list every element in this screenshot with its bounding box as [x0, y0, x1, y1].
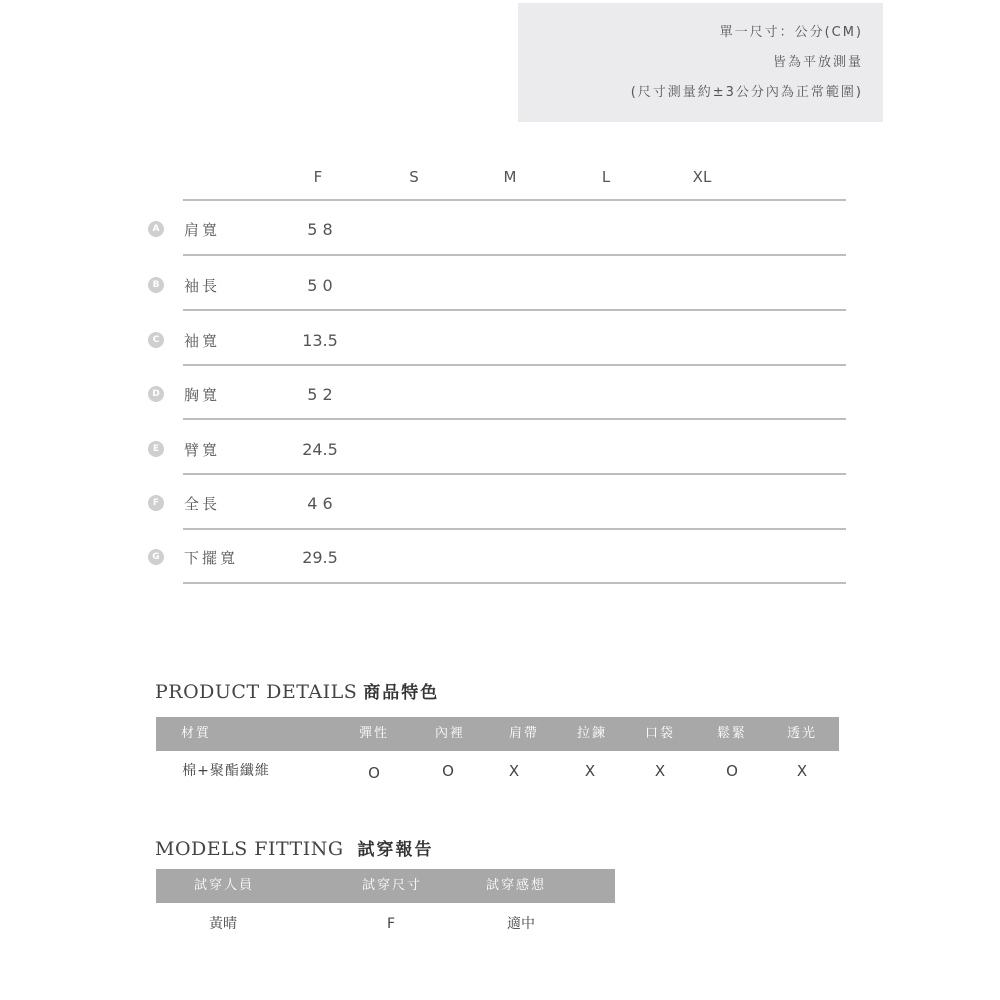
table-divider — [183, 473, 846, 475]
value-zipper: X — [584, 762, 596, 780]
size-row-hem — [0, 546, 1000, 570]
header-lining: 內裡 — [434, 726, 465, 741]
value-lining: O — [442, 762, 454, 780]
table-divider — [183, 254, 846, 256]
table-divider — [183, 582, 846, 584]
row-value-f: 5 0 — [307, 276, 333, 295]
size-row-length — [0, 492, 1000, 516]
size-row-shoulder — [0, 218, 1000, 242]
row-value-f: 13.5 — [302, 331, 338, 350]
row-label: 下擺寬 — [184, 549, 239, 567]
product-details-title-en: PRODUCT DETAILS — [155, 681, 358, 703]
models-fitting-header-bar — [156, 869, 615, 903]
marker-a-icon: A — [148, 221, 164, 237]
header-strap: 肩帶 — [508, 726, 539, 741]
table-divider — [183, 199, 846, 201]
size-row-arm — [0, 438, 1000, 462]
size-header-m: M — [503, 168, 517, 186]
row-value-f: 29.5 — [302, 548, 338, 567]
header-elasticity: 彈性 — [358, 726, 389, 741]
row-value-f: 5 2 — [307, 385, 333, 404]
header-material: 材質 — [180, 726, 211, 741]
header-waistband: 鬆緊 — [716, 726, 747, 741]
value-strap: X — [508, 762, 520, 780]
marker-g-icon: G — [148, 549, 164, 565]
header-fit-size: 試穿尺寸 — [361, 878, 422, 893]
marker-c-icon: C — [148, 332, 164, 348]
size-row-chest — [0, 383, 1000, 407]
models-fitting-title-zh: 試穿報告 — [357, 840, 434, 860]
header-fit-feeling: 試穿感想 — [485, 878, 546, 893]
table-divider — [183, 528, 846, 530]
measurement-note — [518, 3, 883, 122]
row-label: 全長 — [184, 495, 221, 513]
row-label: 袖寬 — [184, 332, 221, 350]
value-pocket: X — [654, 762, 666, 780]
table-divider — [183, 309, 846, 311]
product-details-title — [155, 678, 439, 703]
marker-d-icon: D — [148, 386, 164, 402]
header-pocket: 口袋 — [644, 726, 675, 741]
size-header-s: S — [409, 168, 419, 186]
marker-e-icon: E — [148, 441, 164, 457]
product-details-header-bar — [156, 717, 839, 751]
row-label: 肩寬 — [184, 221, 221, 239]
size-row-sleeve-width — [0, 329, 1000, 353]
header-zipper: 拉鍊 — [576, 726, 607, 741]
marker-f-icon: F — [148, 495, 164, 511]
row-label: 臂寬 — [184, 441, 221, 459]
size-header-f: F — [313, 168, 323, 186]
value-material: 棉+聚酯纖維 — [182, 763, 270, 779]
value-fit-feeling: 適中 — [507, 916, 535, 932]
row-label: 胸寬 — [184, 386, 221, 404]
header-sheerness: 透光 — [786, 726, 817, 741]
row-value-f: 4 6 — [307, 494, 333, 513]
size-header-row — [0, 168, 1000, 192]
value-sheerness: X — [796, 762, 808, 780]
marker-b-icon: B — [148, 277, 164, 293]
note-flat: 皆為平放測量 — [772, 55, 863, 70]
size-header-xl: XL — [692, 168, 712, 186]
value-waistband: O — [726, 762, 738, 780]
table-divider — [183, 364, 846, 366]
value-elasticity: O — [368, 764, 380, 782]
value-fit-size: F — [386, 916, 396, 932]
size-row-sleeve-length — [0, 274, 1000, 298]
models-fitting-title-en: MODELS FITTING — [155, 838, 344, 860]
note-unit: 單一尺寸：公分(CM) — [719, 25, 863, 40]
size-header-l: L — [601, 168, 611, 186]
value-model-name: 黃晴 — [209, 916, 237, 932]
table-divider — [183, 418, 846, 420]
note-tolerance: (尺寸測量約±3公分內為正常範圍) — [630, 85, 863, 100]
row-value-f: 5 8 — [307, 220, 333, 239]
row-value-f: 24.5 — [302, 440, 338, 459]
row-label: 袖長 — [184, 277, 221, 295]
header-model: 試穿人員 — [193, 878, 254, 893]
models-fitting-title — [155, 835, 434, 860]
product-details-title-zh: 商品特色 — [363, 683, 440, 703]
